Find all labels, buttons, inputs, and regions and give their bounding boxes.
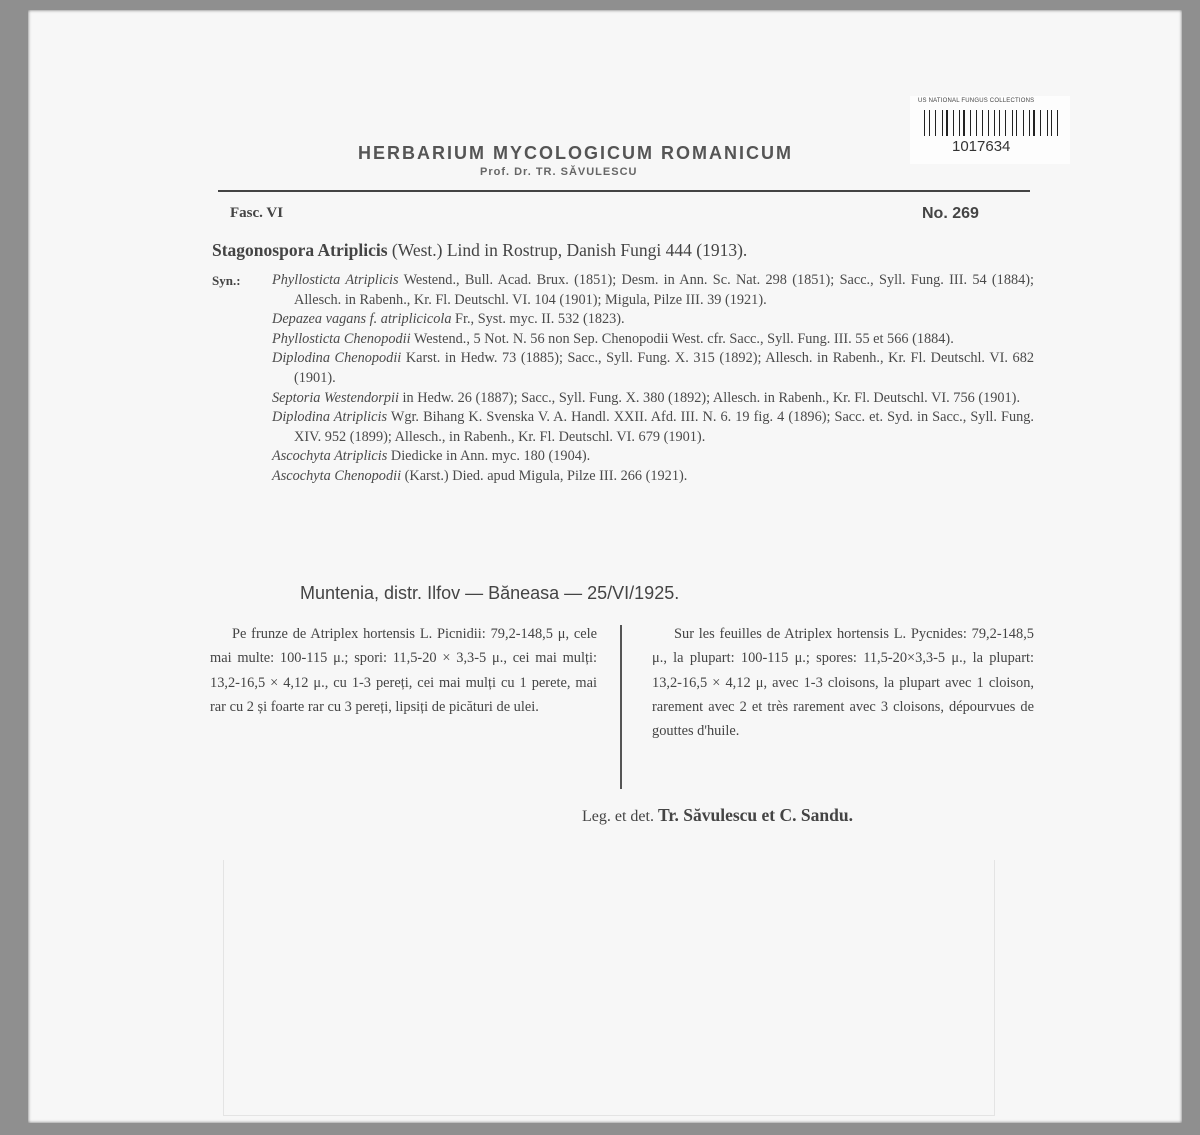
barcode-bar [938,110,939,136]
barcode-bar [994,110,995,136]
description-ro-text: Pe frunze de Atriplex hortensis L. Picnidii: 79,2-148,5 μ, cele mai multe: 100-115 μ.; spori: 11,5-20 × 3,3-5 μ., cei mai mulți: 13,2-16,5 × 4,12 μ., cu 1-3 pereți, cei mai mulți cu 1 perete, mai rar cu 2 și foarte rar cu 3 pereți, lipsiți de picături de ulei. [210,626,597,715]
barcode-bar [944,110,945,136]
barcode-bar [986,110,987,136]
legit-prefix: Leg. et det. [582,808,654,825]
barcode-bar [1016,110,1017,136]
barcode-bar [996,110,997,136]
synonym-citation: Karst. in Hedw. 73 (1885); Sacc., Syll. Fung. X. 315 (1892); Allesch. in Rabenh., Kr. Fl. Deutschl. VI. 682 (1901). [294,350,1034,386]
barcode-bar [924,110,925,136]
synonym-citation: Fr., Syst. myc. II. 532 (1823). [451,311,625,328]
barcode-bar [963,110,965,136]
herbarium-title: HERBARIUM MYCOLOGICUM ROMANICUM [358,143,793,163]
legit-line [582,805,853,826]
synonym-citation: in Hedw. 26 (1887); Sacc., Syll. Fung. X. 380 (1892); Allesch. in Rabenh., Kr. Fl. Deutschl. VI. 756 (1901). [398,389,1021,406]
synonym-entry [272,349,1034,388]
barcode-bar [1033,110,1034,136]
barcode-bar [955,110,956,136]
barcode-label [910,96,1070,164]
synonym-entry [272,447,1034,467]
barcode-bar [932,110,934,136]
synonym-name: Depazea vagans f. atriplicicola [272,311,452,328]
synonym-entry [272,271,1034,310]
barcode-bar [1025,110,1026,136]
barcode-bar [1023,110,1024,136]
herbarium-subtitle: Prof. Dr. TR. SĂVULESCU [480,166,638,178]
barcode-bar [999,110,1001,136]
barcode-bar [1020,110,1022,136]
synonym-citation: Diedicke in Ann. myc. 180 (1904). [387,448,591,465]
barcode-bar [951,110,952,136]
synonym-name: Septoria Westendorpii [272,389,399,406]
barcode-number: 1017634 [952,138,1011,155]
description-french [652,622,1034,743]
barcode-bar [1029,110,1030,136]
barcode-bar [935,110,936,136]
barcode-bar [990,110,991,136]
barcode-bar [1040,110,1041,136]
barcode-bar [1008,110,1009,136]
barcode-bar [1042,110,1044,136]
synonym-entry [272,310,1034,330]
column-divider [620,625,622,789]
barcode-bar [959,110,960,136]
barcode-bar [1047,110,1048,136]
species-name: Stagonospora Atriplicis [212,240,388,260]
synonym-entry [272,330,1034,350]
barcode-bar [1051,110,1052,136]
barcode-bar [961,110,962,136]
barcode-bar [953,110,954,136]
synonym-name: Phyllosticta Atriplicis [272,272,399,288]
description-fr-text: Sur les feuilles de Atriplex hortensis L. Pycnides: 79,2-148,5 μ., la plupart: 100-115 μ.; spores: 11,5-20×3,3-5 μ., la plupart: 13,2-16,5 × 4,12 μ, avec 1-3 cloisons, la plupart avec 1 cloison, rarement avec 2 et très rarement avec 3 cloisons, dépourvues de gouttes d'huile. [652,626,1034,740]
synonym-citation: Wgr. Bihang K. Svenska V. A. Handl. XXII. Afd. III. N. 6. 19 fig. 4 (1896); Sacc. et. Syd. in Sacc., Syll. Fung. XIV. 952 (1899); Allesch., in Rabenh., Kr. Fl. Deutschl. VI. 679 (1901). [294,409,1035,445]
barcode-bar [1005,110,1006,136]
synonym-name: Diplodina Atriplicis [272,409,388,426]
barcode-bar [1055,110,1056,136]
barcode-bar [988,110,989,136]
barcode-bar [970,110,971,136]
description-romanian [210,622,597,719]
fascicle: Fasc. VI [230,205,284,221]
barcode-collection: US NATIONAL FUNGUS COLLECTIONS [918,98,1035,104]
barcode-bar [976,110,977,136]
synonym-citation: Westend., Bull. Acad. Brux. (1851); Desm. in Ann. Sc. Nat. 298 (1851); Sacc., Syll. Fung. III. 54 (1884); Allesch. in Rabenh., Kr. Fl. Deutschl. VI. 104 (1901); Migula, Pilze III. 39 (1921). [294,272,1034,308]
barcode-bar [942,110,943,136]
species-line [212,240,747,261]
specimen-number: No. 269 [922,205,979,222]
species-authority: (West.) Lind in Rostrup, Danish Fungi 444 (1913). [391,240,748,260]
synonym-name: Phyllosticta Chenopodii [272,330,411,347]
synonym-entry [272,467,1034,487]
barcode-bar [1048,110,1049,136]
barcode-bar [946,110,948,136]
barcode-bar [1012,110,1013,136]
synonyms-list [272,271,1034,487]
synonym-entry [272,389,1034,409]
barcode-bar [926,110,927,136]
synonyms-label: Syn.: [212,273,241,288]
barcode-bar [1038,110,1039,136]
specimen-packet [223,860,995,1116]
barcode-bar [982,110,983,136]
barcode-bars [924,110,1060,136]
synonym-name: Ascochyta Atriplicis [272,448,388,465]
synonym-entry [272,408,1034,447]
header-rule [218,190,1030,192]
locality: Muntenia, distr. Ilfov — Băneasa — 25/VI/1925. [300,583,680,603]
barcode-bar [929,110,930,136]
synonym-name: Ascochyta Chenopodii [272,467,402,484]
synonym-citation: Westend., 5 Not. N. 56 non Sep. Chenopodii West. cfr. Sacc., Syll. Fung. III. 55 et 566 (1884). [410,330,954,347]
barcode-bar [1014,110,1015,136]
barcode-bar [1031,110,1032,136]
synonym-name: Diplodina Chenopodii [272,350,402,367]
barcode-bar [1003,110,1004,136]
legit-collectors: Tr. Săvulescu et C. Sandu. [657,805,853,825]
barcode-bar [978,110,980,136]
barcode-bar [1057,110,1058,136]
barcode-bar [968,110,969,136]
synonym-citation: (Karst.) Died. apud Migula, Pilze III. 266 (1921). [401,467,688,484]
barcode-bar [973,110,974,136]
